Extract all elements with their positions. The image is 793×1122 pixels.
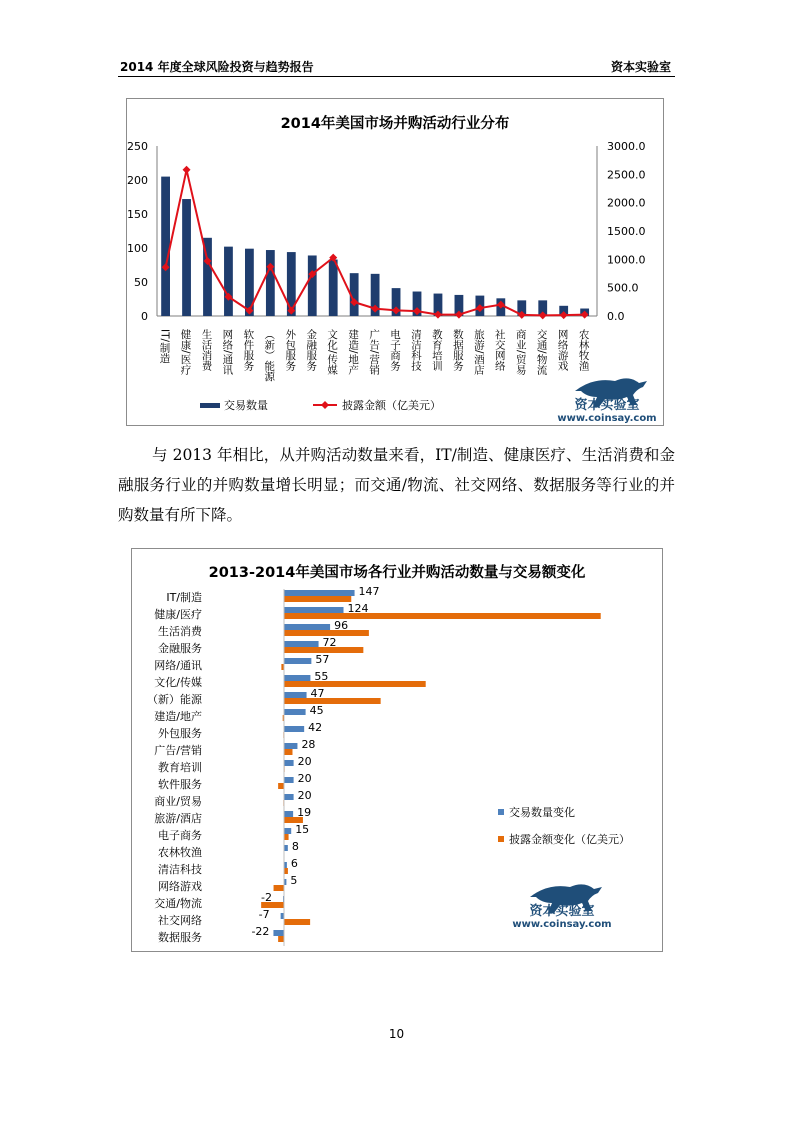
category-label: 清洁科技: [409, 329, 422, 371]
industry-change-chart: [131, 548, 663, 952]
category-label: 电子商务: [158, 829, 202, 842]
right-tick-label: 2500.0: [607, 168, 646, 182]
count-data-label: 28: [301, 738, 316, 751]
category-label: 教育培训: [430, 329, 443, 371]
count-bar: [329, 260, 338, 316]
count-bar: [182, 199, 191, 316]
right-tick-label: 0.0: [607, 310, 625, 323]
right-tick-label: 1500.0: [607, 225, 646, 238]
category-label: 健康/医疗: [179, 329, 192, 375]
category-label: 数据服务: [451, 329, 464, 371]
left-tick-label: 50: [134, 276, 148, 289]
count-change-bar: [284, 692, 307, 698]
category-label: 广告/营销: [154, 744, 202, 757]
amount-point: [183, 166, 191, 174]
count-change-bar: [284, 743, 297, 749]
count-data-label: 96: [334, 619, 349, 632]
count-data-label: 20: [297, 772, 312, 785]
count-data-label: 15: [295, 823, 310, 836]
category-label: 旅游/酒店: [472, 329, 485, 375]
page-header: [118, 56, 675, 77]
category-label: 软件服务: [242, 329, 255, 371]
category-label: 农林牧渔: [577, 329, 590, 371]
amount-change-bar: [284, 834, 289, 840]
right-tick-label: 2000.0: [607, 196, 646, 210]
right-tick-label: 1000.0: [607, 253, 646, 267]
category-label: 生活消费: [200, 329, 213, 371]
amount-change-bar: [284, 596, 351, 602]
left-tick-label: 0: [141, 310, 148, 323]
count-change-bar: [281, 913, 284, 919]
legend-count-label: 交易数量变化: [509, 806, 575, 819]
count-data-label: 42: [308, 721, 323, 734]
count-data-label: -2: [261, 891, 273, 904]
category-label: IT/制造: [158, 329, 171, 364]
body-paragraph: [118, 440, 675, 530]
category-label: （新）能源: [147, 693, 202, 706]
count-change-bar: [284, 590, 355, 596]
category-label: 外包服务: [158, 727, 202, 740]
count-bar: [161, 177, 170, 316]
count-data-label: 147: [358, 585, 380, 598]
amount-change-bar: [284, 681, 426, 687]
count-change-bar: [284, 709, 306, 715]
category-label: 数据服务: [158, 931, 202, 944]
category-label: 社交网络: [158, 914, 202, 927]
category-label: 文化/传媒: [326, 329, 339, 375]
count-bar: [266, 250, 275, 316]
paragraph-text: 与 2013 年相比，从并购活动数量来看，IT/制造、健康医疗、生活消费和金融服务行业的并购数量增长明显；而交通/物流、社交网络、数据服务等行业的并购数量有所下降。: [118, 446, 675, 524]
category-label: 生活消费: [158, 625, 202, 638]
count-change-bar: [284, 828, 291, 834]
category-label: 网络/通讯: [221, 329, 234, 375]
amount-change-bar: [284, 868, 288, 874]
category-label: 电子商务: [389, 329, 402, 371]
company-name: 资本实验室: [610, 60, 671, 74]
chart1-svg: [127, 99, 663, 425]
right-tick-label: 3000.0: [607, 140, 646, 153]
page-number: 10: [388, 1027, 405, 1041]
legend-count-label: 交易数量: [224, 399, 268, 412]
legend-amount-label: 披露金额（亿美元）: [342, 399, 441, 412]
category-label: 文化/传媒: [154, 676, 202, 689]
count-data-label: 20: [297, 789, 312, 802]
count-data-label: 47: [310, 687, 325, 700]
amount-change-bar: [274, 885, 284, 891]
logo: [557, 378, 656, 424]
count-data-label: 124: [347, 602, 369, 615]
logo-url: www.coinsay.com: [557, 413, 657, 424]
amount-change-bar: [278, 783, 284, 789]
category-label: 交通/物流: [535, 329, 548, 375]
category-label: （新）能源: [263, 329, 276, 382]
legend-amount-label: 披露金额变化（亿美元）: [509, 833, 630, 846]
count-change-bar: [284, 726, 304, 732]
logo: [512, 884, 611, 930]
count-data-label: 20: [297, 755, 312, 768]
category-label: 建造/地产: [154, 710, 202, 723]
category-label: 金融服务: [158, 642, 202, 655]
count-change-bar: [284, 641, 319, 647]
amount-change-bar: [284, 698, 381, 704]
left-tick-label: 100: [127, 242, 148, 255]
logo-text: 资本实验室: [574, 398, 640, 413]
category-label: 社交网络: [493, 329, 506, 371]
report-title: 2014 年度全球风险投资与趋势报告: [120, 60, 314, 74]
amount-change-bar: [284, 613, 601, 619]
category-label: 教育培训: [158, 761, 202, 774]
amount-change-bar: [278, 936, 284, 942]
count-data-label: 57: [315, 653, 330, 666]
count-data-label: -22: [251, 925, 270, 938]
chart-title: 2014年美国市场并购活动行业分布: [280, 116, 510, 132]
category-label: 旅游/酒店: [154, 812, 202, 825]
count-change-bar: [284, 658, 311, 664]
legend-count-swatch: [498, 809, 504, 815]
category-label: 网络/通讯: [154, 659, 202, 672]
right-tick-label: 500.0: [607, 281, 639, 295]
count-data-label: 6: [290, 857, 298, 870]
count-data-label: 55: [314, 670, 329, 683]
category-label: 外包服务: [284, 329, 297, 371]
logo-url: www.coinsay.com: [512, 919, 612, 930]
count-change-bar: [284, 624, 330, 630]
count-change-bar: [284, 675, 310, 681]
left-tick-label: 200: [127, 174, 148, 187]
count-data-label: 8: [291, 840, 299, 853]
count-change-bar: [284, 760, 294, 766]
category-label: 农林牧渔: [158, 846, 202, 859]
left-tick-label: 150: [127, 208, 148, 221]
amount-change-bar: [284, 919, 310, 925]
count-bar: [308, 255, 317, 316]
category-label: 建造/地产: [347, 329, 360, 375]
count-data-label: 5: [290, 874, 298, 887]
count-data-label: 19: [297, 806, 312, 819]
category-label: 网络游戏: [556, 329, 569, 371]
amount-change-bar: [284, 749, 292, 755]
category-label: 健康/医疗: [154, 608, 202, 621]
category-label: 商业/贸易: [154, 795, 202, 808]
category-label: 广告/营销: [368, 329, 381, 375]
count-change-bar: [284, 811, 293, 817]
count-change-bar: [284, 777, 294, 783]
category-label: IT/制造: [166, 591, 202, 604]
category-label: 商业/贸易: [514, 329, 527, 375]
count-change-bar: [273, 930, 284, 936]
chart2-svg: [132, 549, 662, 951]
count-change-bar: [284, 794, 294, 800]
chart-title: 2013-2014年美国市场各行业并购活动数量与交易额变化: [208, 565, 586, 581]
category-label: 清洁科技: [158, 863, 202, 876]
count-data-label: 72: [322, 636, 337, 649]
count-change-bar: [284, 845, 288, 851]
count-data-label: -7: [258, 908, 270, 921]
logo-text: 资本实验室: [529, 904, 595, 919]
legend-amount-swatch: [498, 836, 504, 842]
left-tick-label: 250: [127, 140, 148, 153]
legend-count-swatch: [200, 403, 220, 408]
count-data-label: 45: [309, 704, 324, 717]
category-label: 软件服务: [158, 778, 202, 791]
category-label: 网络游戏: [158, 880, 202, 893]
count-bar: [224, 247, 233, 316]
legend-amount-marker: [321, 401, 329, 409]
category-label: 金融服务: [305, 329, 318, 371]
category-label: 交通/物流: [154, 897, 202, 910]
count-change-bar: [284, 607, 344, 613]
industry-distribution-chart: [126, 98, 664, 426]
